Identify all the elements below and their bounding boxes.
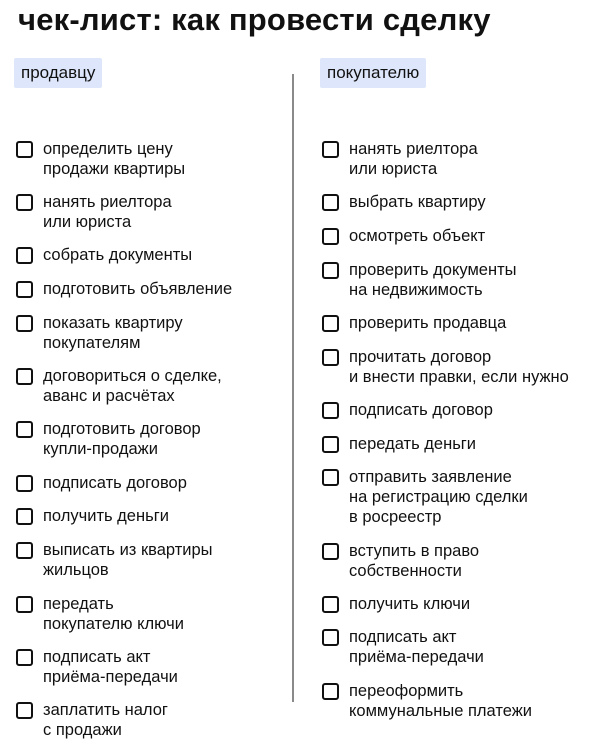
checklist-item (14, 647, 178, 687)
checklist-item (320, 467, 528, 527)
checkbox[interactable] (16, 702, 33, 719)
checklist-item-label: вступить в право собственности (349, 542, 480, 580)
checkbox[interactable] (16, 141, 33, 158)
checklist-item (14, 473, 187, 493)
checkbox[interactable] (322, 141, 339, 158)
checklist-item-label: показать квартиру покупателям (43, 314, 183, 352)
checklist-item-label: осмотреть объект (349, 227, 486, 245)
checkbox[interactable] (322, 315, 339, 332)
checklist-item (320, 260, 517, 300)
checklist-item-label: определить цену продажи квартиры (43, 140, 186, 178)
checklist-item (14, 594, 184, 634)
checklist-item (14, 700, 168, 740)
checkbox[interactable] (322, 683, 339, 700)
checklist-item (320, 541, 479, 581)
checklist-item (320, 627, 484, 667)
checklist-item (14, 192, 172, 232)
checklist-item-label: выбрать квартиру (349, 193, 486, 211)
seller-column (14, 58, 284, 739)
buyer-heading: покупателю (320, 58, 426, 88)
checkbox[interactable] (16, 596, 33, 613)
checkbox[interactable] (322, 228, 339, 245)
checklist-item-label: подготовить объявление (43, 280, 233, 298)
checkbox[interactable] (16, 475, 33, 492)
checklist-item (14, 313, 183, 353)
checklist-item (320, 400, 493, 420)
checklist-item (320, 347, 569, 387)
checklist-item (320, 226, 485, 246)
buyer-column (320, 58, 596, 720)
checklist-item (320, 434, 476, 454)
checklist-item-label: получить ключи (349, 595, 471, 613)
checklist-item (320, 139, 478, 179)
checklist-item-label: подготовить договор купли-продажи (43, 420, 201, 458)
checklist-item-label: подписать акт приёма-передачи (349, 628, 484, 666)
checklist-item-label: проверить продавца (349, 314, 507, 332)
checkbox[interactable] (16, 247, 33, 264)
checkbox[interactable] (322, 629, 339, 646)
checkbox[interactable] (322, 543, 339, 560)
checkbox[interactable] (322, 469, 339, 486)
checklist-item (14, 506, 169, 526)
checklist-item-label: передать деньги (349, 435, 477, 453)
checklist-item-label: передать покупателю ключи (43, 595, 184, 633)
seller-heading: продавцу (14, 58, 102, 88)
checklist-item (14, 245, 192, 265)
checklist-item-label: подписать договор (349, 401, 493, 419)
checklist-item-label: переоформить коммунальные платежи (349, 682, 532, 720)
checkbox[interactable] (322, 402, 339, 419)
checklist-item (320, 313, 506, 333)
checklist-item-label: выписать из квартиры жильцов (43, 541, 213, 579)
checklist-item-label: подписать договор (43, 474, 187, 492)
checkbox[interactable] (16, 194, 33, 211)
checklist-item-label: проверить документы на недвижимость (349, 261, 517, 299)
checklist-item-label: прочитать договор и внести правки, если нужно (349, 348, 569, 386)
checklist-item-label: нанять риелтора или юриста (43, 193, 172, 231)
checklist-item (320, 681, 532, 721)
checklist-item (14, 540, 213, 580)
checklist-item-label: отправить заявление на регистрацию сделки в росреестр (349, 468, 528, 526)
checkbox[interactable] (322, 194, 339, 211)
checkbox[interactable] (16, 281, 33, 298)
checkbox[interactable] (322, 436, 339, 453)
checklist-item (14, 366, 222, 406)
checklist-item-label: собрать документы (43, 246, 193, 264)
checkbox[interactable] (16, 542, 33, 559)
checklist-item (14, 139, 185, 179)
checklist-item-label: заплатить налог с продажи (43, 701, 168, 739)
checkbox[interactable] (322, 349, 339, 366)
checklist-item-label: получить деньги (43, 507, 169, 525)
checkbox[interactable] (16, 315, 33, 332)
checklist-item-label: нанять риелтора или юриста (349, 140, 478, 178)
checkbox[interactable] (16, 649, 33, 666)
checkbox[interactable] (322, 596, 339, 613)
checkbox[interactable] (322, 262, 339, 279)
checkbox[interactable] (16, 368, 33, 385)
checklist-item (320, 594, 470, 614)
checklist-item-label: подписать акт приёма-передачи (43, 648, 178, 686)
checklist-item-label: договориться о сделке, аванс и расчётах (43, 367, 222, 405)
page-title: чек-лист: как провести сделку (18, 2, 491, 37)
checklist-item (14, 419, 201, 459)
checklist-item (14, 279, 232, 299)
column-divider (292, 74, 294, 702)
checkbox[interactable] (16, 421, 33, 438)
checklist-item (320, 192, 486, 212)
checkbox[interactable] (16, 508, 33, 525)
